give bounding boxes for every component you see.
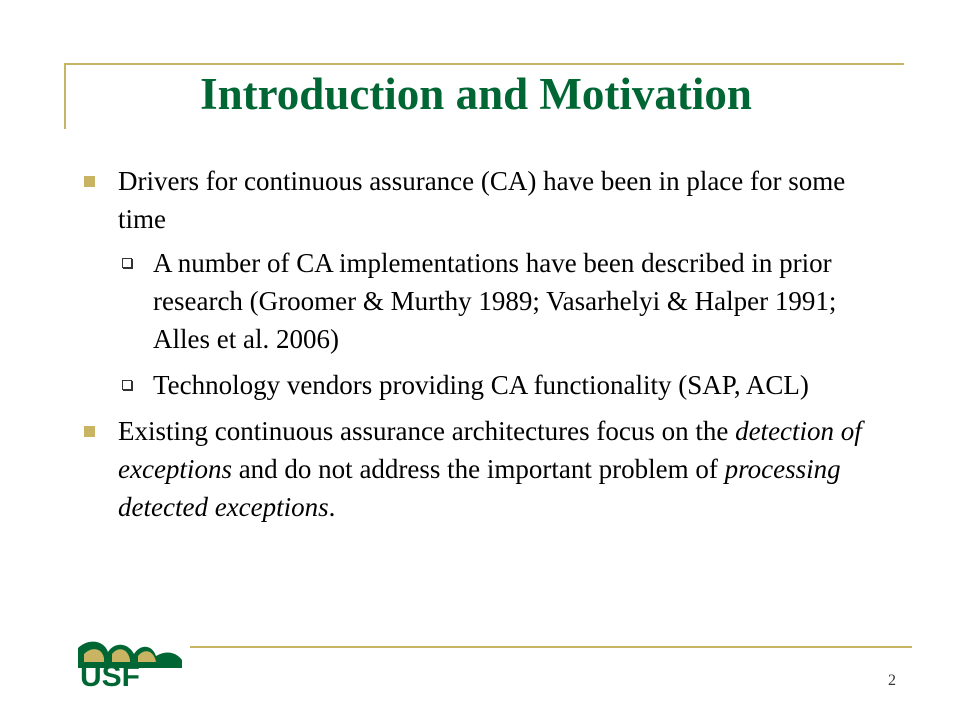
sub-bullet-text-2: Technology vendors providing CA functionality (SAP, ACL)	[153, 370, 809, 400]
bullet-text-2-italic-1: detection of exceptions	[118, 416, 862, 484]
hollow-square-bullet-icon	[122, 380, 132, 390]
sub-bullet-item-1	[80, 244, 880, 358]
bullet-text-2-part-1: Existing continuous assurance architectures focus on the	[118, 416, 736, 446]
usf-logo-text: USF	[80, 660, 140, 693]
usf-logo-icon	[70, 628, 186, 696]
bullet-text-2-part-2: and do not address the important problem of	[231, 454, 725, 484]
square-bullet-icon	[84, 426, 95, 437]
slide-title: Introduction and Motivation	[200, 69, 752, 119]
footer-divider-line	[190, 646, 912, 648]
bullet-item-1	[80, 162, 880, 238]
title-frame-top-line	[64, 63, 904, 65]
page-number: 2	[888, 672, 896, 689]
bullet-text-2-part-3: .	[328, 492, 336, 522]
bullet-text-2-italic-2: processing detected exceptions	[118, 454, 841, 522]
bullet-item-2	[80, 412, 880, 526]
sub-bullet-text-1: A number of CA implementations have been described in prior research (Groomer & Murthy 1989; Vasarhelyi & Halper 1991; Alles et al. 2006)	[153, 248, 837, 354]
square-bullet-icon	[84, 176, 95, 187]
slide-content	[80, 162, 880, 532]
sub-bullet-item-2	[80, 366, 880, 404]
hollow-square-bullet-icon	[122, 258, 132, 268]
bullet-text-1: Drivers for continuous assurance (CA) have been in place for some time	[118, 166, 846, 234]
